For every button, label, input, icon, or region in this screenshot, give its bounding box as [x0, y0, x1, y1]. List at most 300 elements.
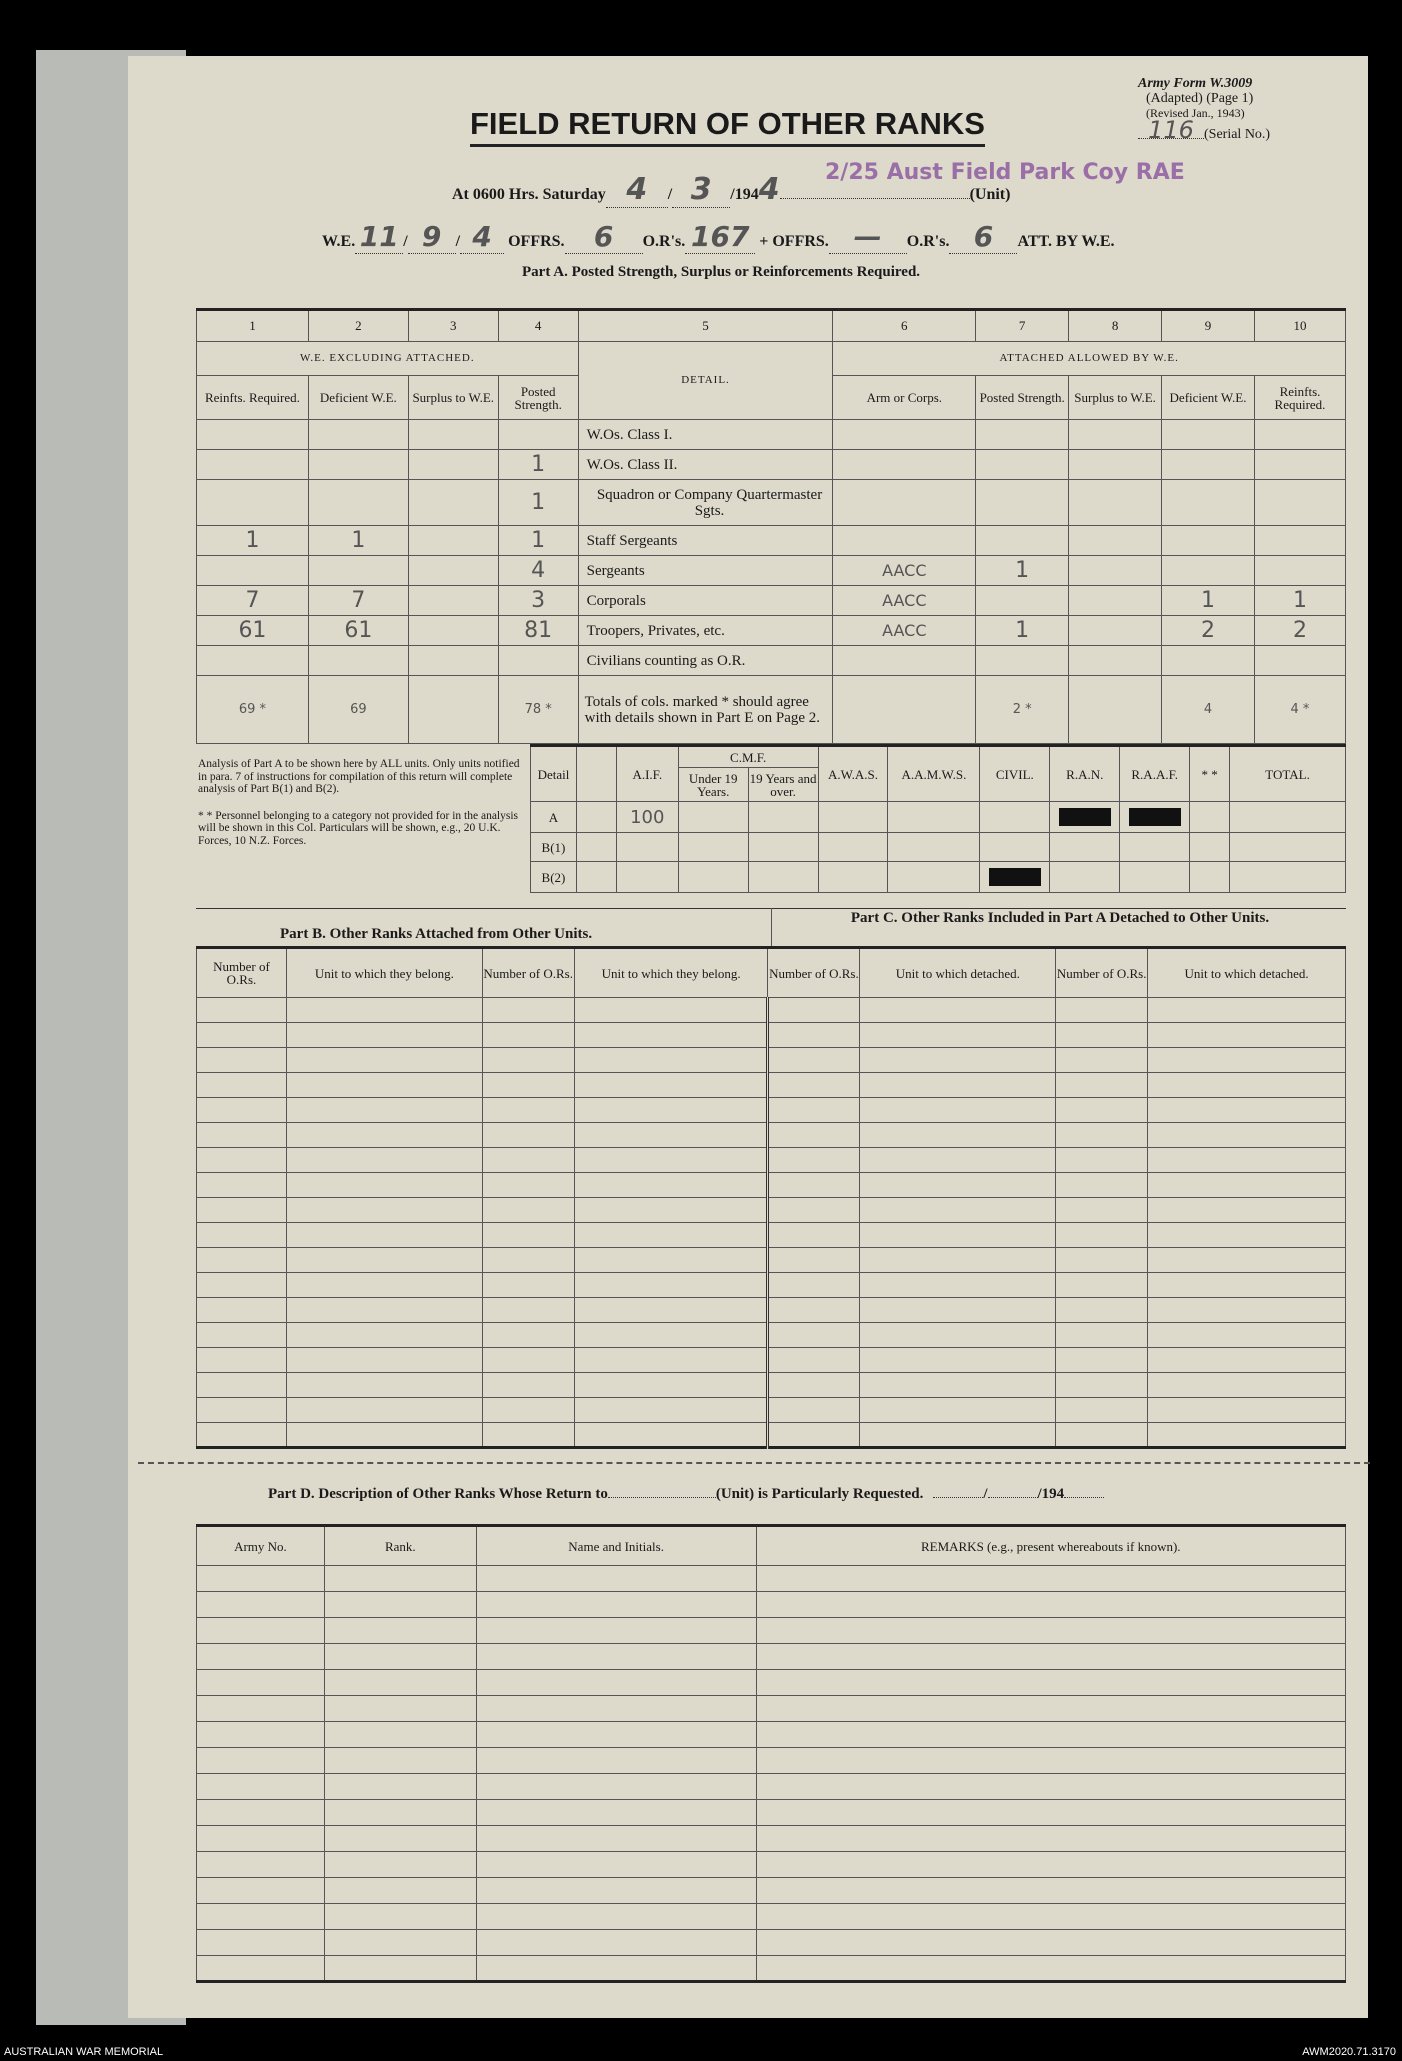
- column-number: 2: [308, 310, 408, 342]
- part-bc-cell[interactable]: [860, 1198, 1056, 1223]
- row-value-c10: [1254, 450, 1345, 480]
- row-value-c2: 61: [308, 616, 408, 646]
- part-bc-cell[interactable]: [197, 1098, 287, 1123]
- part-bc-cell[interactable]: [574, 1223, 768, 1248]
- serial-label: (Serial No.): [1204, 127, 1271, 142]
- part-d-cell[interactable]: [197, 1696, 325, 1722]
- part-bc-cell[interactable]: [1148, 1248, 1346, 1273]
- row-value-c1: 1: [197, 526, 309, 556]
- part-d-cell[interactable]: [476, 1956, 756, 1982]
- part-bc-cell[interactable]: [197, 1348, 287, 1373]
- part-d-cell[interactable]: [476, 1878, 756, 1904]
- part-bc-cell[interactable]: [860, 1223, 1056, 1248]
- part-bc-cell[interactable]: [1056, 1423, 1148, 1448]
- part-bc-cell[interactable]: [860, 1373, 1056, 1398]
- part-d-cell[interactable]: [756, 1852, 1345, 1878]
- part-d-cell[interactable]: [476, 1592, 756, 1618]
- ors-label: O.R's.: [642, 233, 686, 250]
- part-bc-cell[interactable]: [286, 1373, 482, 1398]
- part-a-row: [197, 450, 1346, 480]
- part-bc-cell[interactable]: [768, 1198, 860, 1223]
- row-value-c10: [1254, 526, 1345, 556]
- row-value-c3: [408, 526, 498, 556]
- part-bc-cell[interactable]: [768, 1073, 860, 1098]
- row-value-c9: 2: [1162, 616, 1255, 646]
- total-c2: 69: [308, 676, 408, 744]
- part-bc-cell[interactable]: [286, 1223, 482, 1248]
- part-bc-cell[interactable]: [860, 1298, 1056, 1323]
- row-value-c10: 1: [1254, 586, 1345, 616]
- part-bc-cell[interactable]: [197, 1423, 287, 1448]
- part-bc-cell[interactable]: [482, 1348, 574, 1373]
- total-head: TOTAL.: [1230, 746, 1346, 802]
- part-bc-cell[interactable]: [768, 1023, 860, 1048]
- part-d-cell[interactable]: [197, 1904, 325, 1930]
- part-a-row: [197, 480, 1346, 526]
- analysis-cell: [818, 862, 888, 893]
- row-detail: Staff Sergeants: [578, 526, 833, 556]
- part-bc-cell[interactable]: [1056, 1348, 1148, 1373]
- part-bc-cell[interactable]: [197, 1223, 287, 1248]
- awas-head: A.W.A.S.: [818, 746, 888, 802]
- row-value-c3: [408, 586, 498, 616]
- part-d-cell[interactable]: [476, 1644, 756, 1670]
- part-bc-cell[interactable]: [286, 1398, 482, 1423]
- year-prefix: 194: [734, 186, 759, 203]
- row-detail: W.Os. Class I.: [578, 420, 833, 450]
- analysis-cell: [1230, 862, 1346, 893]
- aif-head: A.I.F.: [616, 746, 678, 802]
- page-title: FIELD RETURN OF OTHER RANKS: [470, 106, 985, 147]
- part-d-cell[interactable]: [324, 1722, 476, 1748]
- part-d-row: [197, 1670, 1346, 1696]
- part-d-cell[interactable]: [476, 1566, 756, 1592]
- part-bc-cell[interactable]: [860, 1048, 1056, 1073]
- analysis-cell: [616, 862, 678, 893]
- part-bc-cell[interactable]: [1056, 1048, 1148, 1073]
- part-d-cell[interactable]: [476, 1748, 756, 1774]
- part-bc-cell[interactable]: [1148, 1098, 1346, 1123]
- part-bc-cell[interactable]: [482, 1073, 574, 1098]
- part-bc-cell[interactable]: [482, 1148, 574, 1173]
- part-bc-cell[interactable]: [574, 1423, 768, 1448]
- part-bc-cell[interactable]: [1148, 1373, 1346, 1398]
- rank-head: Rank.: [324, 1526, 476, 1566]
- part-bc-cell[interactable]: [860, 1248, 1056, 1273]
- part-bc-cell[interactable]: [482, 1098, 574, 1123]
- row-value-c7: [976, 526, 1069, 556]
- part-a-table: [196, 308, 1346, 744]
- part-d-cell[interactable]: [756, 1566, 1345, 1592]
- part-bc-cell[interactable]: [768, 1373, 860, 1398]
- part-d-cell[interactable]: [756, 1774, 1345, 1800]
- part-bc-cell[interactable]: [286, 1023, 482, 1048]
- part-bc-cell[interactable]: [1056, 1398, 1148, 1423]
- part-bc-cell[interactable]: [286, 1073, 482, 1098]
- part-bc-cell[interactable]: [197, 1073, 287, 1098]
- part-bc-cell[interactable]: [768, 998, 860, 1023]
- aamws-head: A.A.M.W.S.: [888, 746, 980, 802]
- part-d-cell[interactable]: [756, 1878, 1345, 1904]
- part-bc-cell[interactable]: [1148, 1273, 1346, 1298]
- part-d-cell[interactable]: [756, 1618, 1345, 1644]
- part-d-cell[interactable]: [324, 1800, 476, 1826]
- part-bc-cell[interactable]: [286, 1348, 482, 1373]
- part-bc-cell[interactable]: [768, 1173, 860, 1198]
- part-bc-cell[interactable]: [860, 1273, 1056, 1298]
- part-d-cell[interactable]: [324, 1696, 476, 1722]
- part-d-cell[interactable]: [197, 1644, 325, 1670]
- part-bc-cell[interactable]: [574, 1123, 768, 1148]
- part-bc-cell[interactable]: [482, 1398, 574, 1423]
- part-d-cell[interactable]: [756, 1904, 1345, 1930]
- part-d-row: [197, 1878, 1346, 1904]
- part-d-cell[interactable]: [756, 1644, 1345, 1670]
- part-a-row: [197, 646, 1346, 676]
- column-number: 8: [1069, 310, 1162, 342]
- part-d-cell[interactable]: [476, 1930, 756, 1956]
- part-d-row: [197, 1696, 1346, 1722]
- b-unit-head-1: Unit to which they belong.: [286, 948, 482, 998]
- part-bc-divider: [771, 908, 772, 946]
- row-value-c8: [1069, 586, 1162, 616]
- part-d-cell[interactable]: [197, 1592, 325, 1618]
- row-value-c4: [498, 646, 578, 676]
- unit-stamp: 2/25 Aust Field Park Coy RAE: [825, 160, 1185, 185]
- ors2-label: O.R's.: [906, 233, 950, 250]
- analysis-cell: [1230, 802, 1346, 833]
- total-c6: [833, 676, 976, 744]
- part-bc-cell[interactable]: [768, 1273, 860, 1298]
- part-bc-cell[interactable]: [1056, 1248, 1148, 1273]
- part-d-cell[interactable]: [197, 1878, 325, 1904]
- row-value-c10: 2: [1254, 616, 1345, 646]
- part-d-cell[interactable]: [324, 1956, 476, 1982]
- part-bc-cell[interactable]: [197, 1298, 287, 1323]
- part-bc-cell[interactable]: [1056, 1123, 1148, 1148]
- part-bc-row: [197, 1223, 1346, 1248]
- part-bc-cell[interactable]: [574, 1248, 768, 1273]
- part-bc-cell[interactable]: [286, 1298, 482, 1323]
- part-d-cell[interactable]: [476, 1904, 756, 1930]
- analysis-cell: [1050, 802, 1120, 833]
- analysis-cell: [616, 833, 678, 862]
- part-bc-cell[interactable]: [1056, 1073, 1148, 1098]
- over19-head: 19 Years and over.: [748, 768, 818, 802]
- part-d-cell[interactable]: [756, 1826, 1345, 1852]
- part-bc-cell[interactable]: [574, 1023, 768, 1048]
- totals-detail: Totals of cols. marked * should agree with details shown in Part E on Page 2.: [578, 676, 833, 744]
- part-bc-cell[interactable]: [197, 1048, 287, 1073]
- part-bc-cell[interactable]: [1148, 1298, 1346, 1323]
- part-bc-cell[interactable]: [860, 998, 1056, 1023]
- part-bc-cell[interactable]: [860, 1098, 1056, 1123]
- row-value-c3: [408, 420, 498, 450]
- part-bc-cell[interactable]: [574, 1373, 768, 1398]
- total-c10: 4 *: [1254, 676, 1345, 744]
- part-bc-cell[interactable]: [860, 1323, 1056, 1348]
- part-d-cell[interactable]: [197, 1722, 325, 1748]
- part-d-cell[interactable]: [756, 1722, 1345, 1748]
- analysis-cell: [980, 833, 1050, 862]
- part-bc-cell[interactable]: [1056, 1098, 1148, 1123]
- part-bc-cell[interactable]: [1148, 998, 1346, 1023]
- part-bc-cell[interactable]: [482, 1423, 574, 1448]
- part-d-cell[interactable]: [324, 1644, 476, 1670]
- part-bc-cell[interactable]: [1148, 1398, 1346, 1423]
- part-bc-cell[interactable]: [860, 1073, 1056, 1098]
- part-bc-cell[interactable]: [860, 1123, 1056, 1148]
- part-bc-cell[interactable]: [574, 1073, 768, 1098]
- analysis-row-label: B(2): [531, 862, 577, 893]
- part-d-cell[interactable]: [197, 1826, 325, 1852]
- part-d-cell[interactable]: [324, 1566, 476, 1592]
- part-bc-cell[interactable]: [482, 1273, 574, 1298]
- part-bc-cell[interactable]: [286, 1423, 482, 1448]
- part-bc-cell[interactable]: [1148, 1123, 1346, 1148]
- part-bc-cell[interactable]: [286, 1148, 482, 1173]
- part-bc-cell[interactable]: [1056, 1173, 1148, 1198]
- part-bc-cell[interactable]: [482, 998, 574, 1023]
- row-value-c3: [408, 450, 498, 480]
- b-num-head-2: Number of O.Rs.: [482, 948, 574, 998]
- under19-head: Under 19 Years.: [678, 768, 748, 802]
- part-bc-cell[interactable]: [482, 1123, 574, 1148]
- part-d-cell[interactable]: [197, 1800, 325, 1826]
- part-d-cell[interactable]: [756, 1930, 1345, 1956]
- part-bc-cell[interactable]: [574, 1048, 768, 1073]
- row-value-c7: [976, 480, 1069, 526]
- analysis-cell: [1120, 833, 1190, 862]
- part-bc-cell[interactable]: [482, 1173, 574, 1198]
- part-d-cell[interactable]: [756, 1800, 1345, 1826]
- part-bc-cell[interactable]: [197, 998, 287, 1023]
- part-bc-cell[interactable]: [197, 1248, 287, 1273]
- part-bc-row: [197, 1048, 1346, 1073]
- part-d-cell[interactable]: [756, 1748, 1345, 1774]
- part-bc-cell[interactable]: [1056, 1373, 1148, 1398]
- part-bc-cell[interactable]: [1148, 1423, 1346, 1448]
- part-bc-cell[interactable]: [286, 1273, 482, 1298]
- part-d-cell[interactable]: [324, 1774, 476, 1800]
- part-bc-cell[interactable]: [286, 1173, 482, 1198]
- part-bc-cell[interactable]: [482, 1023, 574, 1048]
- total-c9: 4: [1162, 676, 1255, 744]
- part-bc-cell[interactable]: [768, 1348, 860, 1373]
- part-bc-cell[interactable]: [286, 1198, 482, 1223]
- part-d-cell[interactable]: [756, 1696, 1345, 1722]
- part-bc-cell[interactable]: [1056, 1223, 1148, 1248]
- part-bc-cell[interactable]: [286, 1048, 482, 1073]
- c-num-head-1: Number of O.Rs.: [768, 948, 860, 998]
- part-bc-cell[interactable]: [574, 1298, 768, 1323]
- part-d-cell[interactable]: [197, 1618, 325, 1644]
- part-bc-cell[interactable]: [197, 1198, 287, 1223]
- part-bc-cell[interactable]: [286, 1323, 482, 1348]
- part-bc-row: [197, 1348, 1346, 1373]
- row-value-c8: [1069, 526, 1162, 556]
- part-d-cell[interactable]: [324, 1852, 476, 1878]
- part-d-cell[interactable]: [476, 1696, 756, 1722]
- part-d-cell[interactable]: [476, 1826, 756, 1852]
- analysis-cell: [748, 862, 818, 893]
- part-bc-cell[interactable]: [768, 1298, 860, 1323]
- part-d-cell[interactable]: [197, 1956, 325, 1982]
- part-bc-cell[interactable]: [860, 1148, 1056, 1173]
- part-d-cell[interactable]: [197, 1748, 325, 1774]
- part-bc-cell[interactable]: [860, 1173, 1056, 1198]
- part-d-cell[interactable]: [197, 1930, 325, 1956]
- part-d-cell[interactable]: [197, 1774, 325, 1800]
- redaction-block: [1129, 808, 1181, 826]
- part-bc-cell[interactable]: [197, 1123, 287, 1148]
- part-bc-cell[interactable]: [286, 1248, 482, 1273]
- part-bc-cell[interactable]: [860, 1423, 1056, 1448]
- row-value-c9: [1162, 556, 1255, 586]
- part-bc-cell[interactable]: [1056, 998, 1148, 1023]
- part-d-cell[interactable]: [476, 1618, 756, 1644]
- part-bc-cell[interactable]: [1148, 1223, 1346, 1248]
- part-bc-cell[interactable]: [574, 1323, 768, 1348]
- part-d-cell[interactable]: [476, 1800, 756, 1826]
- part-bc-cell[interactable]: [1148, 1048, 1346, 1073]
- part-d-cell[interactable]: [756, 1670, 1345, 1696]
- part-bc-cell[interactable]: [482, 1198, 574, 1223]
- part-bc-cell[interactable]: [197, 1273, 287, 1298]
- analysis-row-label: A: [531, 802, 577, 833]
- part-d-cell[interactable]: [756, 1592, 1345, 1618]
- left-group-header: W.E. EXCLUDING ATTACHED.: [197, 342, 579, 376]
- analysis-cell: [576, 862, 616, 893]
- right-col-header: Arm or Corps.: [833, 376, 976, 420]
- part-bc-cell[interactable]: [768, 1123, 860, 1148]
- part-bc-cell[interactable]: [482, 1373, 574, 1398]
- analysis-cell: [1120, 862, 1190, 893]
- part-bc-cell[interactable]: [482, 1248, 574, 1273]
- part-d-cell[interactable]: [324, 1904, 476, 1930]
- part-bc-cell[interactable]: [574, 1098, 768, 1123]
- part-bc-cell[interactable]: [768, 1048, 860, 1073]
- part-bc-row: [197, 1098, 1346, 1123]
- analysis-note-1: Analysis of Part A to be shown here by ALL units. Only units notified in para. 7 of instructions for compilation of this return will complete analysis of Part B(1) and B(2).: [198, 758, 520, 795]
- part-bc-row: [197, 1073, 1346, 1098]
- part-d-cell[interactable]: [324, 1826, 476, 1852]
- part-bc-cell[interactable]: [574, 1398, 768, 1423]
- row-value-c7: [976, 420, 1069, 450]
- part-bc-cell[interactable]: [197, 1373, 287, 1398]
- part-bc-cell[interactable]: [574, 1173, 768, 1198]
- part-bc-cell[interactable]: [197, 1148, 287, 1173]
- part-d-cell[interactable]: [476, 1670, 756, 1696]
- part-bc-cell[interactable]: [482, 1223, 574, 1248]
- part-bc-cell[interactable]: [1148, 1073, 1346, 1098]
- part-d-cell[interactable]: [476, 1852, 756, 1878]
- part-bc-cell[interactable]: [768, 1223, 860, 1248]
- part-d-cell[interactable]: [756, 1956, 1345, 1982]
- part-bc-cell[interactable]: [768, 1148, 860, 1173]
- part-bc-row: [197, 1198, 1346, 1223]
- cmf-head: C.M.F.: [678, 746, 818, 768]
- part-d-cell[interactable]: [324, 1618, 476, 1644]
- part-d-cell[interactable]: [324, 1930, 476, 1956]
- part-bc-cell[interactable]: [860, 1348, 1056, 1373]
- part-bc-cell[interactable]: [860, 1398, 1056, 1423]
- total-c8: [1069, 676, 1162, 744]
- row-detail: Civilians counting as O.R.: [578, 646, 833, 676]
- part-d-cell[interactable]: [197, 1852, 325, 1878]
- part-d-row: [197, 1566, 1346, 1592]
- part-bc-cell[interactable]: [1056, 1298, 1148, 1323]
- part-bc-cell[interactable]: [768, 1323, 860, 1348]
- perforation-line: [138, 1462, 1370, 1464]
- part-bc-cell[interactable]: [482, 1048, 574, 1073]
- part-bc-cell[interactable]: [1148, 1148, 1346, 1173]
- analysis-cell: [576, 802, 616, 833]
- part-bc-cell[interactable]: [1148, 1323, 1346, 1348]
- part-bc-cell[interactable]: [574, 1148, 768, 1173]
- part-bc-cell[interactable]: [197, 1398, 287, 1423]
- total-c4: 78 *: [498, 676, 578, 744]
- part-bc-cell[interactable]: [768, 1423, 860, 1448]
- row-value-c9: [1162, 480, 1255, 526]
- part-bc-cell[interactable]: [860, 1023, 1056, 1048]
- part-bc-cell[interactable]: [482, 1298, 574, 1323]
- part-bc-cell[interactable]: [1056, 1148, 1148, 1173]
- part-bc-cell[interactable]: [574, 1198, 768, 1223]
- part-bc-cell[interactable]: [1148, 1348, 1346, 1373]
- row-value-c6: AACC: [833, 586, 976, 616]
- part-bc-cell[interactable]: [197, 1323, 287, 1348]
- part-d-cell[interactable]: [324, 1670, 476, 1696]
- part-d-cell[interactable]: [197, 1566, 325, 1592]
- part-bc-cell[interactable]: [1148, 1023, 1346, 1048]
- part-bc-cell[interactable]: [768, 1248, 860, 1273]
- part-bc-cell[interactable]: [1056, 1023, 1148, 1048]
- part-bc-cell[interactable]: [1148, 1198, 1346, 1223]
- analysis-row: [531, 802, 1346, 833]
- part-bc-cell[interactable]: [768, 1398, 860, 1423]
- part-bc-cell[interactable]: [482, 1323, 574, 1348]
- part-bc-cell[interactable]: [286, 1098, 482, 1123]
- part-bc-cell[interactable]: [1148, 1173, 1346, 1198]
- row-value-c8: [1069, 420, 1162, 450]
- part-bc-cell[interactable]: [768, 1098, 860, 1123]
- part-d-cell[interactable]: [324, 1748, 476, 1774]
- part-bc-cell[interactable]: [1056, 1323, 1148, 1348]
- part-d-cell[interactable]: [476, 1722, 756, 1748]
- part-d-cell[interactable]: [324, 1592, 476, 1618]
- part-bc-cell[interactable]: [574, 998, 768, 1023]
- part-bc-cell[interactable]: [1056, 1198, 1148, 1223]
- part-bc-cell[interactable]: [1056, 1273, 1148, 1298]
- name-head: Name and Initials.: [476, 1526, 756, 1566]
- column-number: 6: [833, 310, 976, 342]
- part-d-cell[interactable]: [476, 1774, 756, 1800]
- part-bc-cell[interactable]: [574, 1273, 768, 1298]
- part-bc-cell[interactable]: [286, 998, 482, 1023]
- part-bc-cell[interactable]: [197, 1023, 287, 1048]
- analysis-cell: [576, 833, 616, 862]
- row-value-c9: [1162, 450, 1255, 480]
- part-d-cell[interactable]: [197, 1670, 325, 1696]
- row-value-c8: [1069, 556, 1162, 586]
- part-bc-cell[interactable]: [574, 1348, 768, 1373]
- part-bc-cell[interactable]: [286, 1123, 482, 1148]
- part-d-cell[interactable]: [324, 1878, 476, 1904]
- part-bc-row: [197, 1123, 1346, 1148]
- part-bc-cell[interactable]: [197, 1173, 287, 1198]
- analysis-cell: [678, 833, 748, 862]
